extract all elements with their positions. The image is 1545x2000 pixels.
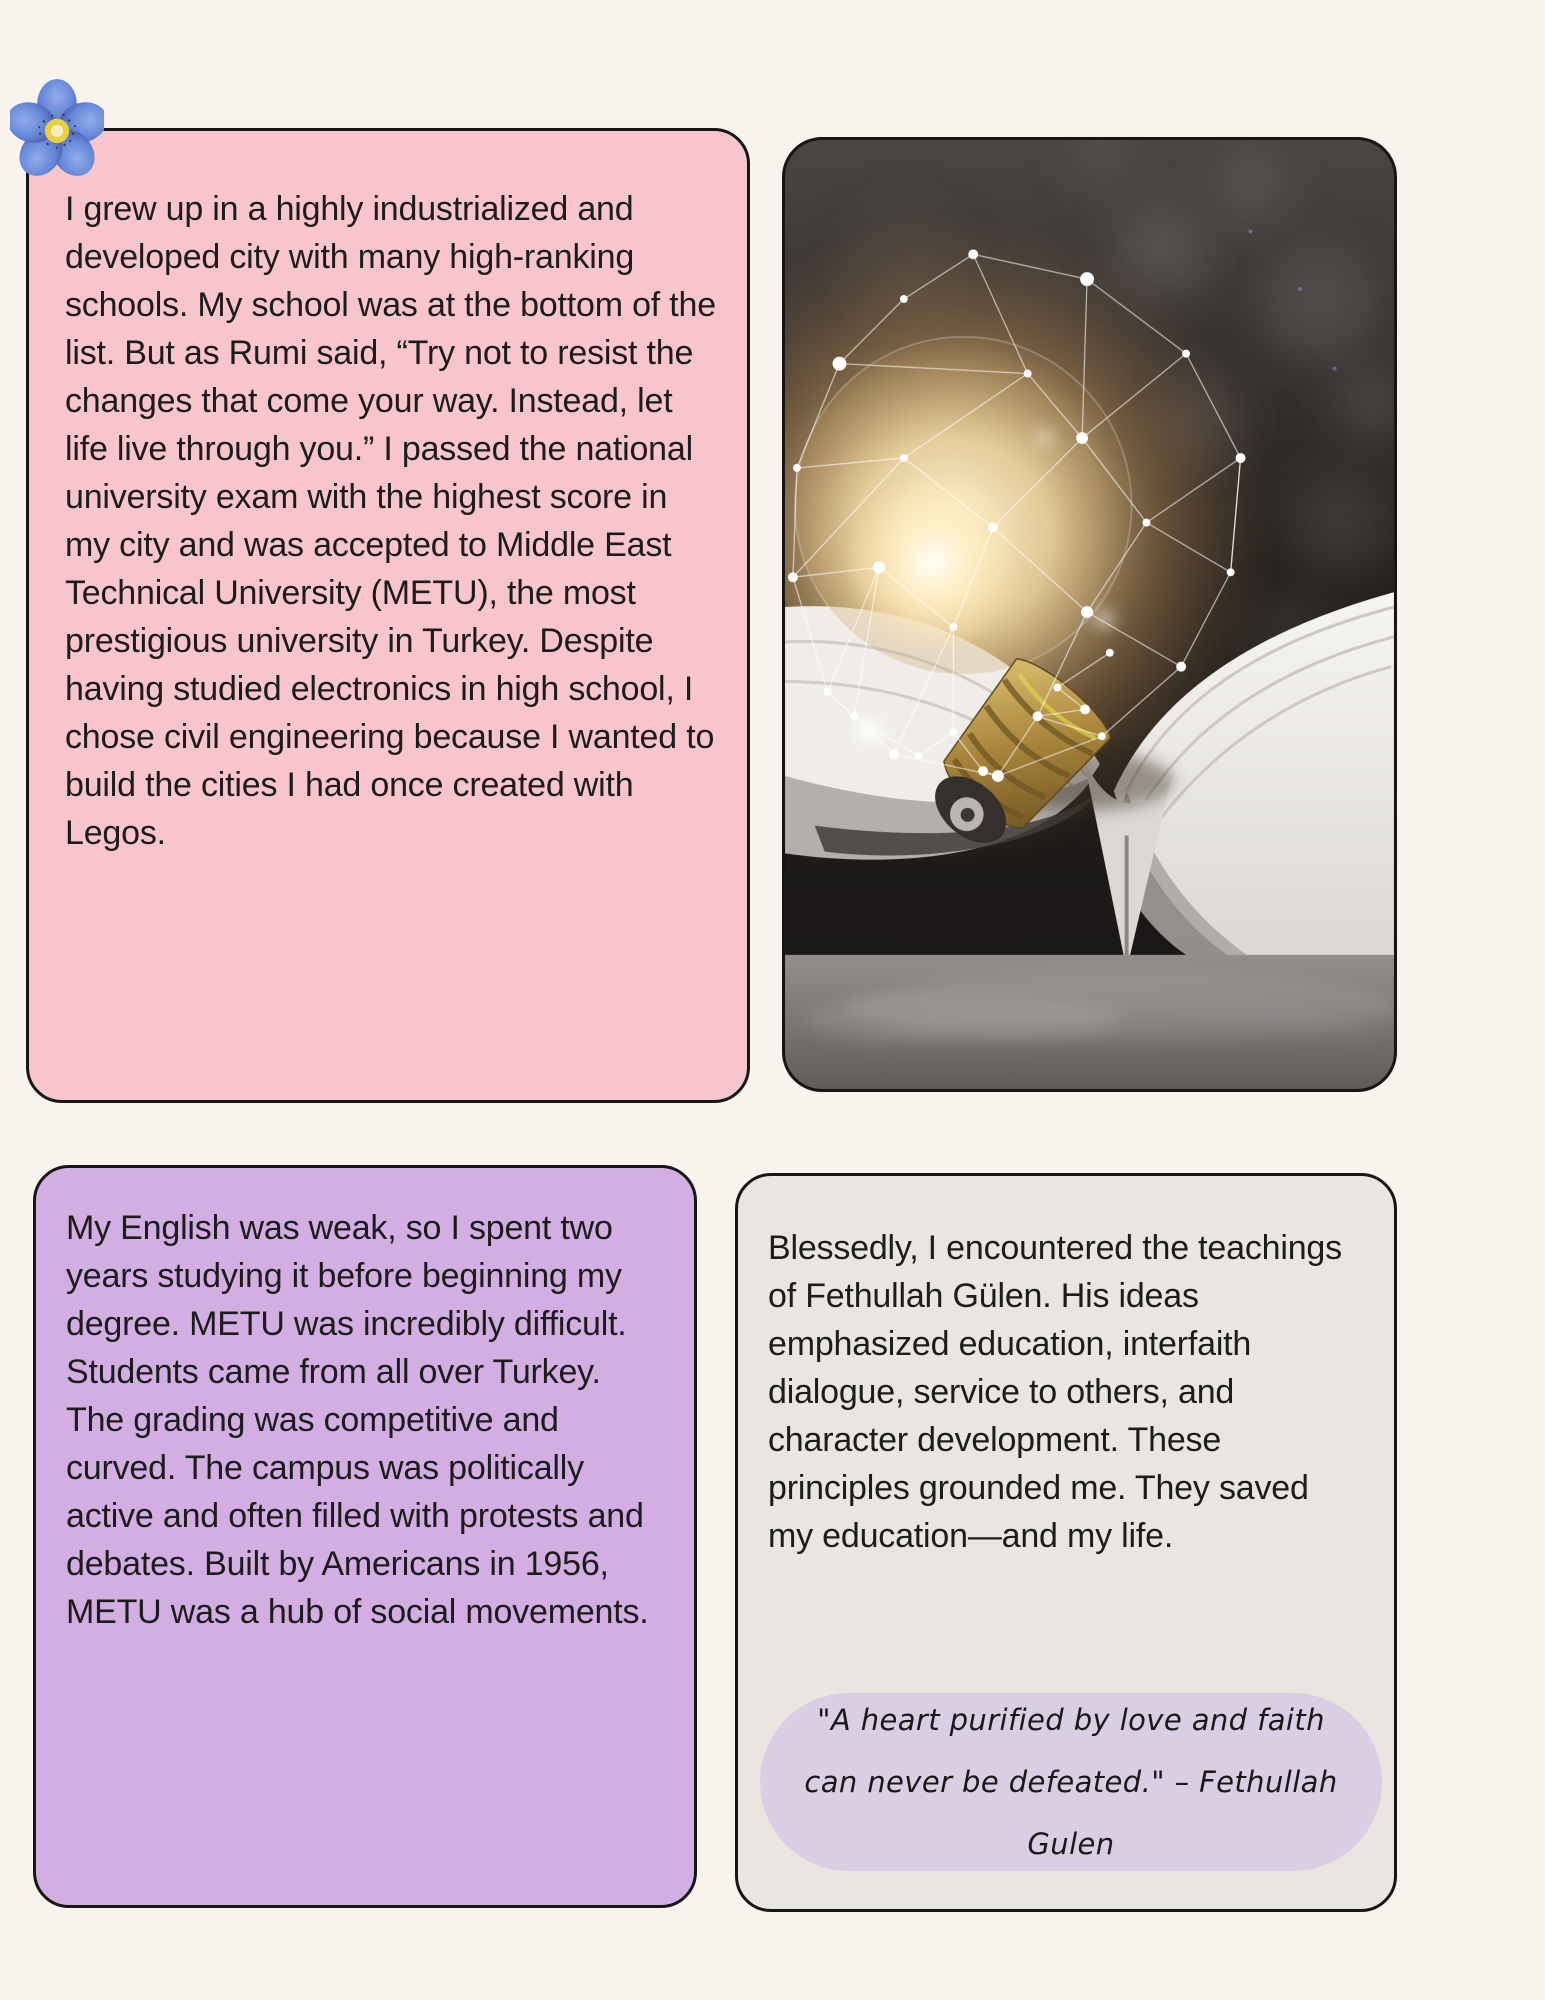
quote-bubble: [760, 1693, 1382, 1871]
card-metu-story: [33, 1165, 697, 1908]
childhood-story-text: I grew up in a highly industrialized and developed city with many high-ranking schools. My school was at the bottom of the list. But as Rumi said, “Try not to resist the changes that come your way. Instead, let life live through you.” I passed the national university exam with the highest score in my city and was accepted to Middle East Technical University (METU), the most prestigious university in Turkey. Despite having studied electronics in high school, I chose civil engineering because I wanted to build the cities I had once created with Legos.: [65, 190, 716, 852]
card-childhood-story: [26, 128, 750, 1103]
gulen-quote-text: "A heart purified by love and faith can never be defeated." – Fethullah Gulen: [804, 1703, 1338, 1861]
lightbulb-book-illustration: [785, 140, 1394, 1089]
blue-flower-icon: [10, 76, 104, 182]
metu-story-text: My English was weak, so I spent two years studying it before beginning my degree. METU was incredibly difficult. Students came from all over Turkey. The grading was competitive and curved. The campus was politically active and often filled with protests and debates. Built by Americans in 1956, METU was a hub of social movements.: [66, 1209, 649, 1631]
lightbulb-book-photo: [782, 137, 1397, 1092]
card-gulen-story: [735, 1173, 1397, 1912]
gulen-story-text: Blessedly, I encountered the teachings of Fethullah Gülen. His ideas emphasized education, interfaith dialogue, service to others, and character development. These principles grounded me. They saved my education—and my life.: [768, 1229, 1342, 1555]
